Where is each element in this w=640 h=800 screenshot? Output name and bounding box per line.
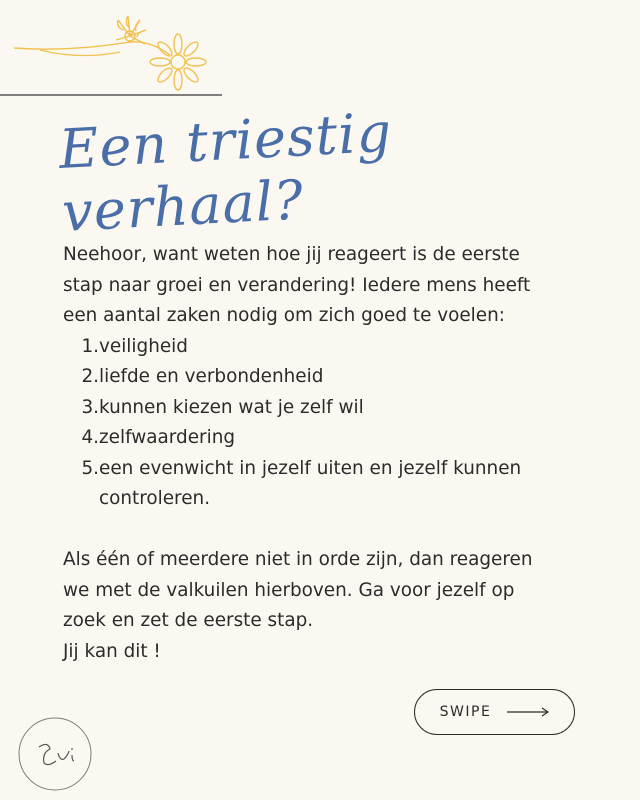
list-item: 5. een evenwicht in jezelf uiten en jezelf kunnen controleren. [81,457,522,509]
list-item: 2. liefde en verbondenheid [81,366,324,387]
list-item: 4. zelfwaardering [81,427,236,448]
page-title: Een triestig verhaal? [57,100,394,244]
swipe-label: SWIPE [439,704,492,720]
evi-logo [14,713,96,795]
arrow-right-icon [507,707,549,717]
list-item: 3. kunnen kiezen wat je zelf wil [81,396,364,418]
swipe-button[interactable] [414,689,575,735]
needs-list [63,332,533,515]
body-text [63,240,533,667]
flower-decoration [0,0,230,100]
closing-line: Jij kan dit ! [63,640,161,662]
outro-paragraph: Als één of meerdere niet in orde zijn, dan reageren we met de valkuilen hierboven. Ga voor jezelf op zoek en zet de eerste stap. [63,549,533,631]
list-item: 1. veiligheid [81,335,188,357]
intro-paragraph: Neehoor, want weten hoe jij reageert is de eerste stap naar groei en verandering! Iedere mens heeft een aantal zaken nodig om zich goed te voelen: [63,244,531,326]
